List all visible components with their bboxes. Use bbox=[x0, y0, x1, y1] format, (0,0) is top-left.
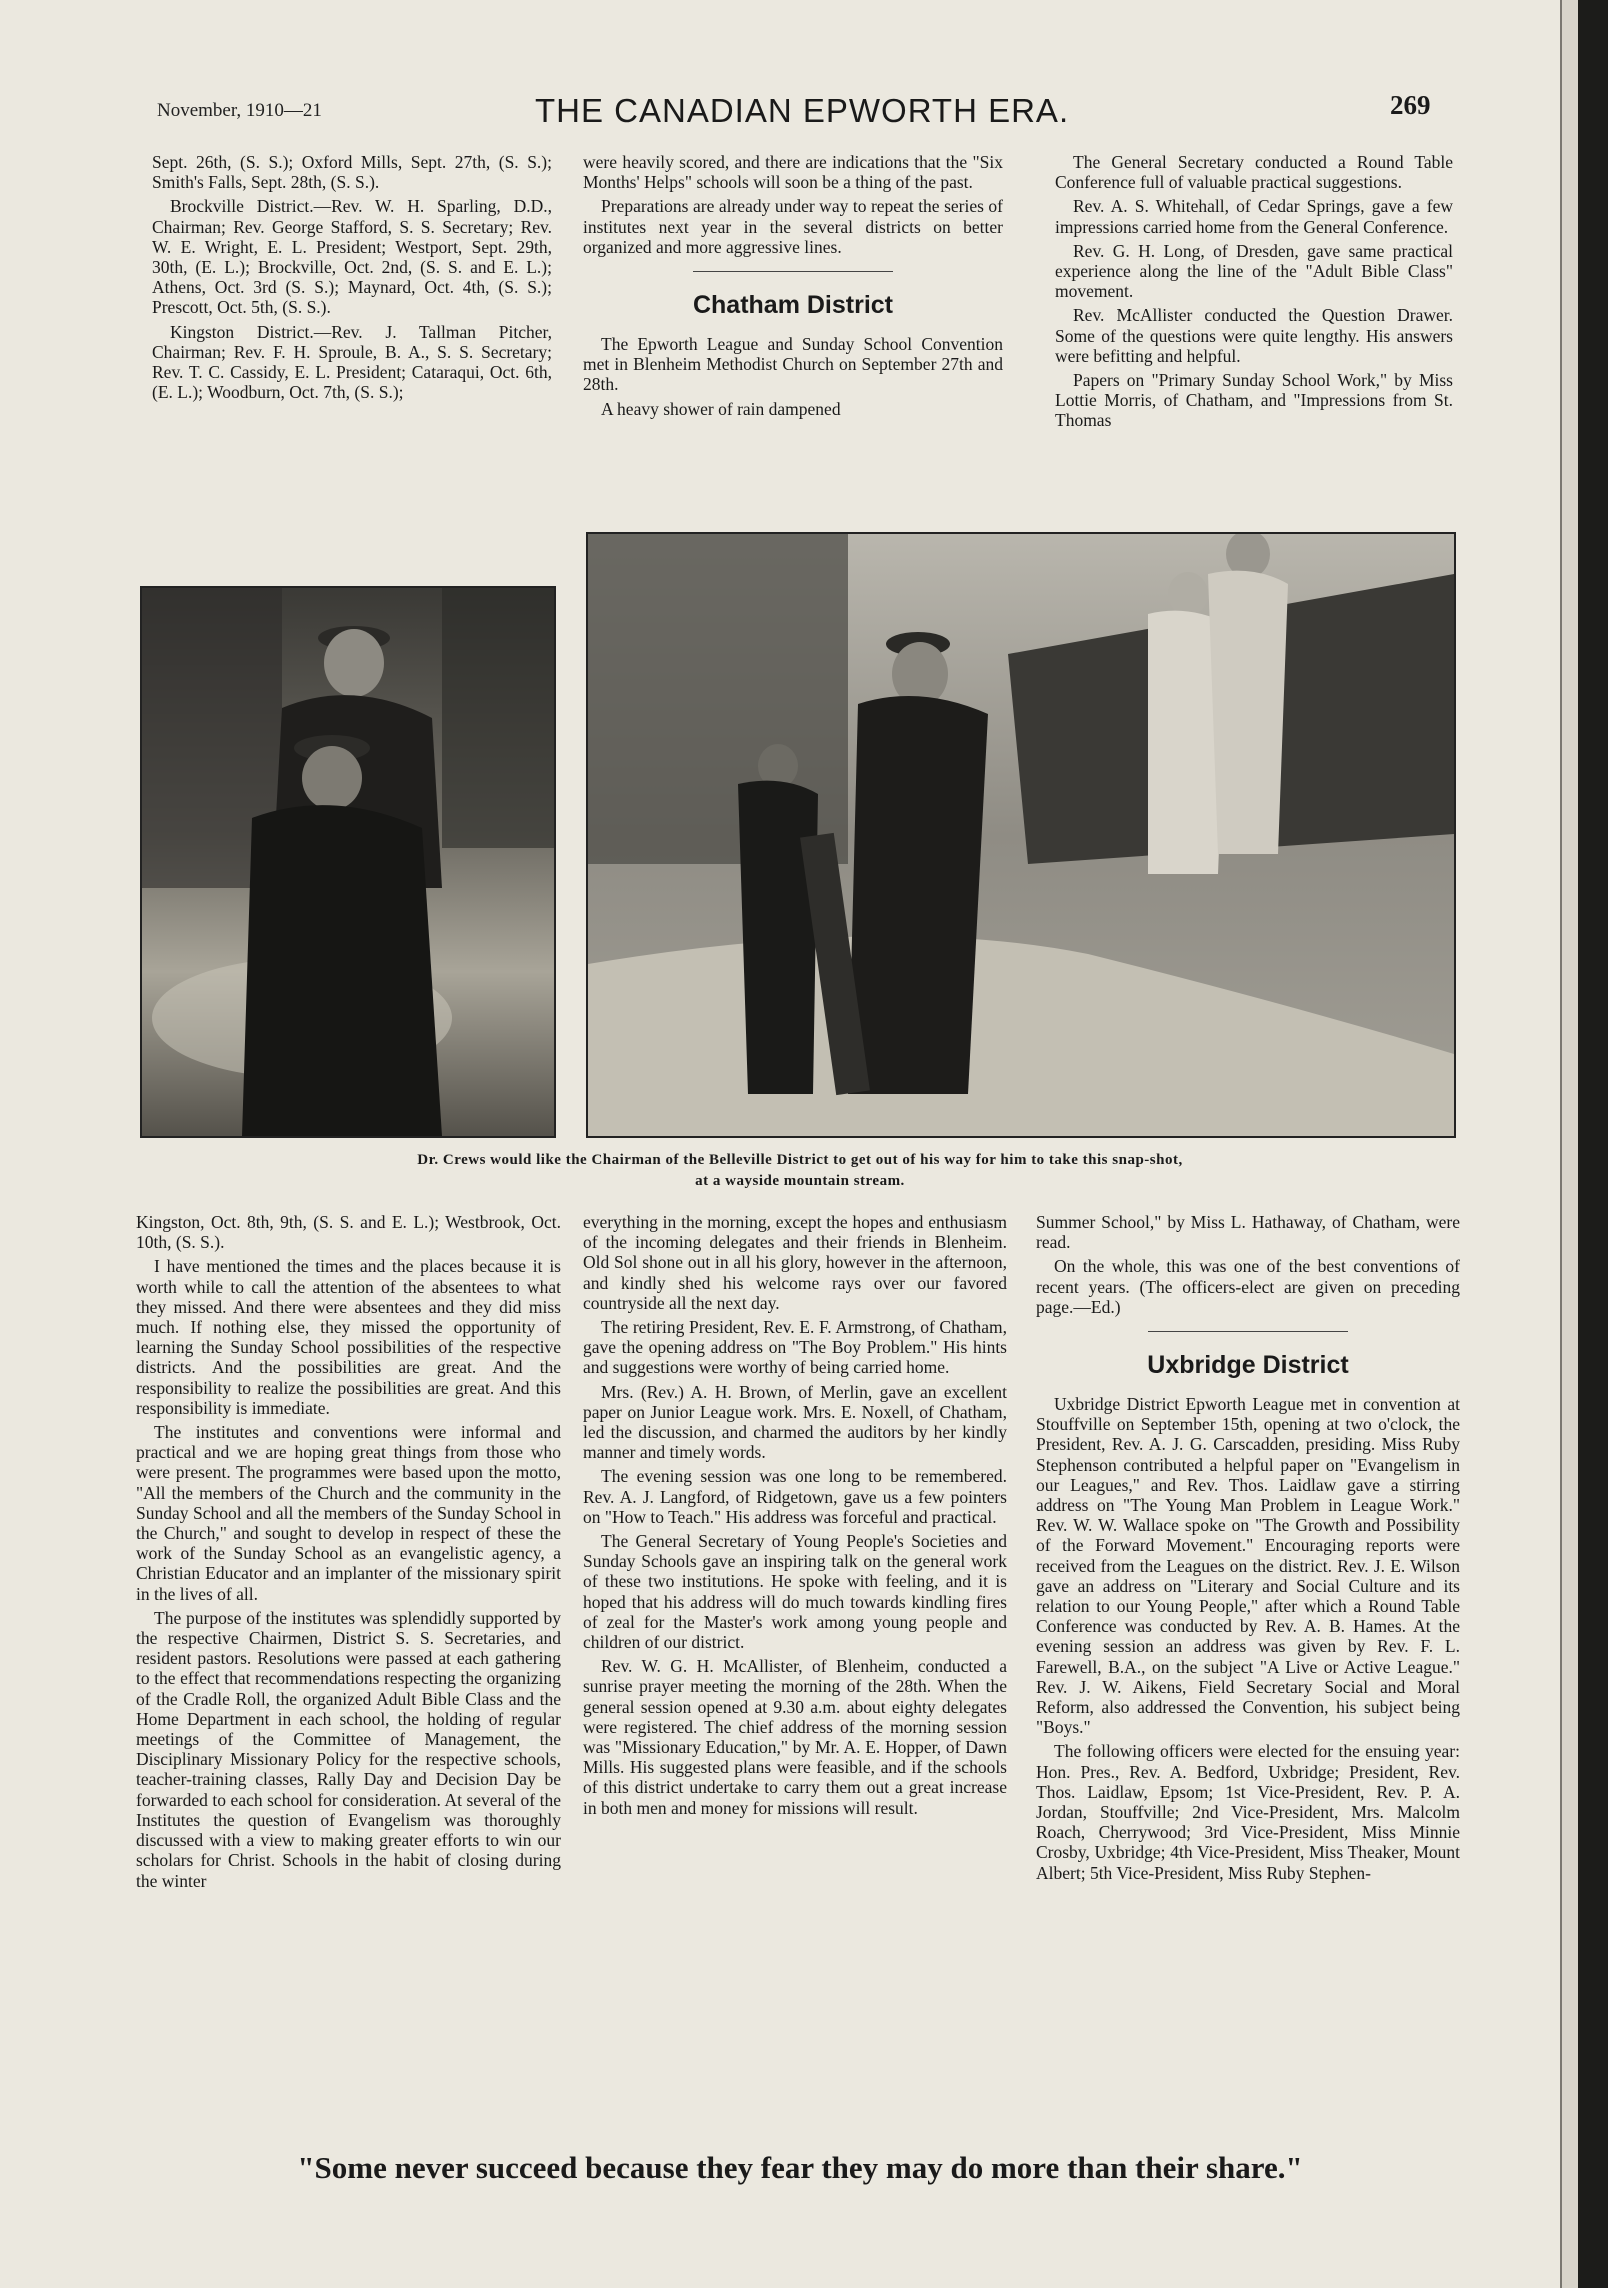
top-column-1 bbox=[152, 152, 552, 502]
top-column-3 bbox=[1055, 152, 1453, 522]
footer-quote: "Some never succeed because they fear they may do more than their share." bbox=[297, 2150, 1303, 2185]
paragraph: The institutes and conventions were informal and practical and we are hoping great things from those who were present. The programmes were based upon the motto, "All the members of the Church and the community in the Sunday School and all the members of the Sunday School in the Church," and sought to develop in respect of these the work of the Sunday School as an evangelistic agency, a Christian Educator and an implanter of the missionary spirit in the lives of all. bbox=[136, 1422, 561, 1604]
paragraph: The General Secretary conducted a Round Table Conference full of valuable practical suggestions. bbox=[1055, 152, 1453, 193]
paragraph: The General Secretary of Young People's Societies and Sunday Schools gave an inspiring talk on the general work of these two institutions. He spoke with feeling, and it is hoped that his address will do much towards kindling fires of zeal for the Master's work among young people and children of our district. bbox=[583, 1531, 1007, 1653]
paragraph: Uxbridge District Epworth League met in convention at Stouffville on September 15th, opening at two o'clock, the President, Rev. A. J. G. Carscadden, presiding. Miss Ruby Stephenson contributed a helpful paper on "Evangelism in our Leagues," and Rev. Thos. Laidlaw gave a stirring address on "The Young Man Problem in League Work." Rev. W. W. Wallace spoke on "The Growth and Possibility of the Forward Movement." Encouraging reports were received from the Leagues on the district. Rev. J. E. Wilson gave an address on "Literary and Social Culture and its relation to our Young People," after which a Round Table Conference was conducted by Rev. A. B. Hames. At the evening session an address was given by Rev. F. L. Farewell, B.A., on the subject "A Live or Active League." Rev. J. W. Aikens, Field Secretary Social and Moral Reform, also addressed the Convention, his subject being "Boys." bbox=[1036, 1394, 1460, 1738]
paragraph: Rev. A. S. Whitehall, of Cedar Springs, gave a few impressions carried home from the General Conference. bbox=[1055, 196, 1453, 237]
photo-group-on-hillside bbox=[586, 532, 1456, 1138]
paragraph: Rev. G. H. Long, of Dresden, gave same practical experience along the line of the "Adult Bible Class" movement. bbox=[1055, 240, 1453, 302]
bottom-column-2 bbox=[583, 1212, 1007, 2136]
paragraph: On the whole, this was one of the best conventions of recent years. (The officers-elect are given on preceding page.—Ed.) bbox=[1036, 1256, 1460, 1317]
paragraph: A heavy shower of rain dampened bbox=[601, 398, 841, 419]
paragraph: I have mentioned the times and the places because it is worth while to call the attention of the absentees to what they missed. And there were absentees and they did miss much. If nothing else, they missed the opportunity of learning the Sunday School possibilities of the respective districts. And the possibilities are great. And the responsibility to realize the possibilities are great. And this responsibility is immediate. bbox=[136, 1256, 561, 1418]
paragraph: Sept. 26th, (S. S.); Oxford Mills, Sept. 27th, (S. S.); Smith's Falls, Sept. 28th, (S. S.). bbox=[152, 152, 552, 193]
bottom-column-1 bbox=[136, 1212, 561, 2136]
section-divider bbox=[1148, 1331, 1348, 1332]
section-heading-uxbridge: Uxbridge District bbox=[1147, 1351, 1349, 1380]
paragraph: Preparations are already under way to repeat the series of institutes next year in the several districts on better organized and more aggressive lines. bbox=[583, 196, 1003, 257]
issue-date: November, 1910—21 bbox=[157, 100, 322, 121]
paragraph: The purpose of the institutes was splendidly supported by the respective Chairmen, District S. S. Secretaries, and resident pastors. Resolutions were passed at each gathering to the effect that recommendations respecting the organizing of the Cradle Roll, the organized Adult Bible Class and the Home Department in each school, the holding of regular meetings of the Committee of Management, the Disciplinary Missionary Policy for the respective schools, teacher-training classes, Rally Day and Decision Day be forwarded to each school for consideration. At several of the Institutes the question of Evangelism was thoroughly discussed with a view to making greater efforts to win our scholars for Christ. Schools in the habit of closing during the winter bbox=[136, 1607, 561, 1891]
paragraph: were heavily scored, and there are indications that the "Six Months' Helps" schools will soon be a thing of the past. bbox=[583, 152, 1003, 193]
bottom-column-3 bbox=[1036, 1212, 1460, 2136]
top-column-2 bbox=[583, 152, 1003, 522]
paragraph: Rev. McAllister conducted the Question Drawer. Some of the questions were quite lengthy. His answers were befitting and helpful. bbox=[1055, 305, 1453, 366]
caption-line: at a wayside mountain stream. bbox=[695, 1173, 905, 1189]
paragraph: The Epworth League and Sunday School Convention met in Blenheim Methodist Church on September 27th and 28th. bbox=[583, 334, 1003, 395]
paragraph: Summer School," by Miss L. Hathaway, of Chatham, were read. bbox=[1036, 1212, 1460, 1253]
paragraph: Mrs. (Rev.) A. H. Brown, of Merlin, gave an excellent paper on Junior League work. Mrs. E. Noxell, of Chatham, led the discussion, and charmed the auditors by her kindly manner and timely words. bbox=[583, 1381, 1007, 1463]
paragraph: The evening session was one long to be remembered. Rev. A. J. Langford, of Ridgetown, gave us a few pointers on "How to Teach." His address was forceful and practical. bbox=[583, 1466, 1007, 1527]
photo-caption bbox=[140, 1150, 1460, 1192]
photo-two-men-stream bbox=[140, 586, 556, 1138]
paragraph: The retiring President, Rev. E. F. Armstrong, of Chatham, gave the opening address on "The Boy Problem." His hints and suggestions were worthy of being carried home. bbox=[583, 1317, 1007, 1378]
paragraph: Papers on "Primary Sunday School Work," by Miss Lottie Morris, of Chatham, and "Impressions from St. Thomas bbox=[1055, 370, 1453, 431]
magazine-title: THE CANADIAN EPWORTH ERA. bbox=[535, 92, 1070, 129]
section-heading-chatham: Chatham District bbox=[692, 291, 894, 320]
scan-border bbox=[1578, 0, 1608, 2288]
section-divider bbox=[693, 271, 893, 272]
paragraph: everything in the morning, except the hopes and enthusiasm of the incoming delegates and their friends in Blenheim. Old Sol shone out in all his glory, however in the afternoon, and kindly shed his welcome rays over our favored countryside all the next day. bbox=[583, 1212, 1007, 1313]
caption-line: Dr. Crews would like the Chairman of the Belleville District to get out of his way for him to take this snap-shot, bbox=[417, 1152, 1183, 1168]
paragraph: Rev. W. G. H. McAllister, of Blenheim, conducted a sunrise prayer meeting the morning of the 28th. When the general session opened at 9.30 a.m. about eighty delegates were registered. The chief address of the morning session was "Missionary Education," by Mr. A. E. Hopper, of Dawn Mills. His suggested plans were feasible, and if the schools of this district undertake to carry them out a great increase in both men and money for missions will result. bbox=[583, 1656, 1007, 1818]
paragraph: Kingston, Oct. 8th, 9th, (S. S. and E. L.); Westbrook, Oct. 10th, (S. S.). bbox=[136, 1212, 561, 1253]
paragraph: Brockville District.—Rev. W. H. Sparling, D.D., Chairman; Rev. George Stafford, S. S. Secretary; Rev. W. E. Wright, E. L. President; Westport, Sept. 29th, 30th, (E. L.); Brockville, Oct. 2nd, (S. S. and E. L.); Athens, Oct. 3rd (S. S.); Maynard, Oct. 4th, (S. S.); Prescott, Oct. 5th, (S. S.). bbox=[152, 196, 552, 318]
page-number: 269 bbox=[1390, 90, 1431, 120]
paragraph: Kingston District.—Rev. J. Tallman Pitcher, Chairman; Rev. F. H. Sproule, B. A., S. S. Secretary; Rev. T. C. Cassidy, E. L. President; Cataraqui, Oct. 6th, (E. L.); Woodburn, Oct. 7th, (S. S.); bbox=[152, 321, 552, 403]
paragraph: The following officers were elected for the ensuing year: Hon. Pres., Rev. A. Bedford, Uxbridge; President, Rev. Thos. Laidlaw, Epsom; 1st Vice-President, Rev. P. A. Jordan, Stouffville; 2nd Vice-President, Mrs. Malcolm Roach, Cherrywood; 3rd Vice-President, Miss Minnie Crosby, Uxbridge; 4th Vice-President, Miss Theaker, Mount Albert; 5th Vice-President, Miss Ruby Stephen- bbox=[1036, 1741, 1460, 1883]
page-edge bbox=[1562, 0, 1578, 2288]
